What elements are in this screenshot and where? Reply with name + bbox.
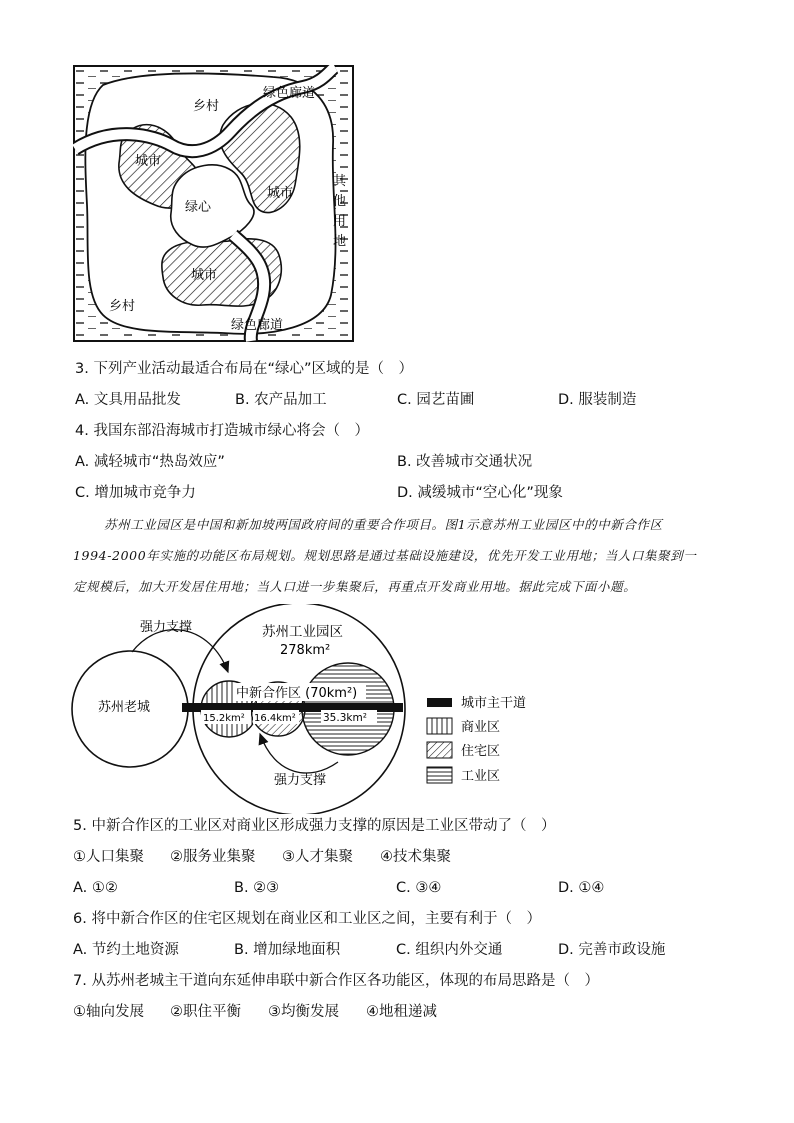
question-6-option-b: B. 增加绿地面积 (234, 942, 341, 958)
map-label-city-left: 城市 (135, 154, 162, 169)
park-name-label: 苏州工业园区 (262, 624, 343, 640)
map-label-rural-bottom: 乡村 (109, 299, 136, 314)
question-7-stem: 7. 从苏州老城主干道向东延伸串联中新合作区各功能区，体现的布局思路是（ ） (73, 973, 599, 989)
map-label-city-right: 城市 (267, 186, 294, 201)
legend-swatch-road (427, 698, 452, 707)
passage-line-2: 1994-2000年实施的功能区布局规划。规划思路是通过基础设施建设，优先开发工业用地；当人口集聚到一 (73, 548, 697, 563)
residential-area-label: 16.4km² (254, 713, 296, 724)
question-3-option-b: B. 农产品加工 (235, 392, 327, 408)
question-4-stem: 4. 我国东部沿海城市打造城市绿心将会（ ） (75, 423, 369, 439)
map-label-other-land-3: 用 (333, 214, 347, 229)
map-label-other-land-1: 其 (333, 174, 347, 189)
legend-swatch-industrial (427, 767, 452, 783)
commercial-area-label: 15.2km² (203, 713, 245, 724)
question-4-option-d: D. 减缓城市“空心化”现象 (397, 485, 563, 501)
industrial-area-label: 35.3km² (323, 712, 367, 724)
question-4-option-c: C. 增加城市竞争力 (75, 485, 196, 501)
question-7-item-2: ②职住平衡 (170, 1004, 241, 1020)
question-6-option-d: D. 完善市政设施 (558, 942, 666, 958)
question-4-option-b: B. 改善城市交通状况 (397, 454, 533, 470)
question-3-stem: 3. 下列产业活动最适合布局在“绿心”区域的是（ ） (75, 361, 413, 377)
question-5-option-d: D. ①④ (558, 880, 605, 896)
map-label-rural-top: 乡村 (193, 99, 220, 114)
question-5-item-1: ①人口集聚 (73, 849, 144, 865)
question-5-option-b: B. ②③ (234, 880, 280, 896)
passage-line-3: 定规模后，加大开发居住用地；当人口进一步集聚后，再重点开发商业用地。据此完成下面小题。 (73, 579, 637, 594)
support-label-top: 强力支撑 (140, 620, 193, 635)
question-4-option-a: A. 减轻城市“热岛效应” (75, 454, 225, 470)
question-5-stem: 5. 中新合作区的工业区对商业区形成强力支撑的原因是工业区带动了（ ） (73, 818, 556, 834)
question-3-option-c: C. 园艺苗圃 (397, 392, 475, 408)
question-7-item-1: ①轴向发展 (73, 1004, 144, 1020)
legend-swatch-commercial (427, 718, 452, 734)
green-heart-map (73, 65, 355, 343)
question-5-option-c: C. ③④ (396, 880, 442, 896)
passage-line-1: 苏州工业园区是中国和新加坡两国政府间的重要合作项目。图1示意苏州工业园区中的中新合作区 (104, 517, 663, 532)
legend-label-road: 城市主干道 (461, 696, 527, 711)
map-label-other-land-2: 他 (333, 194, 347, 209)
question-6-option-a: A. 节约土地资源 (73, 942, 179, 958)
legend-label-residential: 住宅区 (461, 744, 501, 759)
question-7-item-4: ④地租递减 (366, 1004, 437, 1020)
map-label-corridor-bottom: 绿色廊道 (231, 318, 284, 333)
diagram-legend (425, 690, 555, 790)
map-label-other-land-4: 地 (333, 234, 347, 249)
question-6-option-c: C. 组织内外交通 (396, 942, 503, 958)
question-3-option-a: A. 文具用品批发 (75, 392, 181, 408)
map-label-green-heart: 绿心 (185, 200, 212, 215)
legend-label-commercial: 商业区 (461, 720, 501, 735)
legend-label-industrial: 工业区 (461, 769, 501, 784)
zone-name-label: 中新合作区 (70km²) (236, 686, 358, 701)
map-label-city-bottom: 城市 (191, 268, 218, 283)
question-3-option-d: D. 服装制造 (558, 392, 637, 408)
question-5-item-2: ②服务业集聚 (170, 849, 256, 865)
map-label-corridor-top: 绿色廊道 (263, 86, 316, 101)
park-area-label: 278km² (280, 643, 331, 658)
legend-swatch-residential (427, 742, 452, 758)
old-city-label: 苏州老城 (98, 700, 151, 715)
question-7-item-3: ③均衡发展 (268, 1004, 339, 1020)
question-5-option-a: A. ①② (73, 880, 118, 896)
support-label-bottom: 强力支撑 (274, 773, 327, 788)
question-6-stem: 6. 将中新合作区的住宅区规划在商业区和工业区之间，主要有利于（ ） (73, 911, 541, 927)
question-5-item-4: ④技术集聚 (380, 849, 451, 865)
question-5-item-3: ③人才集聚 (282, 849, 353, 865)
